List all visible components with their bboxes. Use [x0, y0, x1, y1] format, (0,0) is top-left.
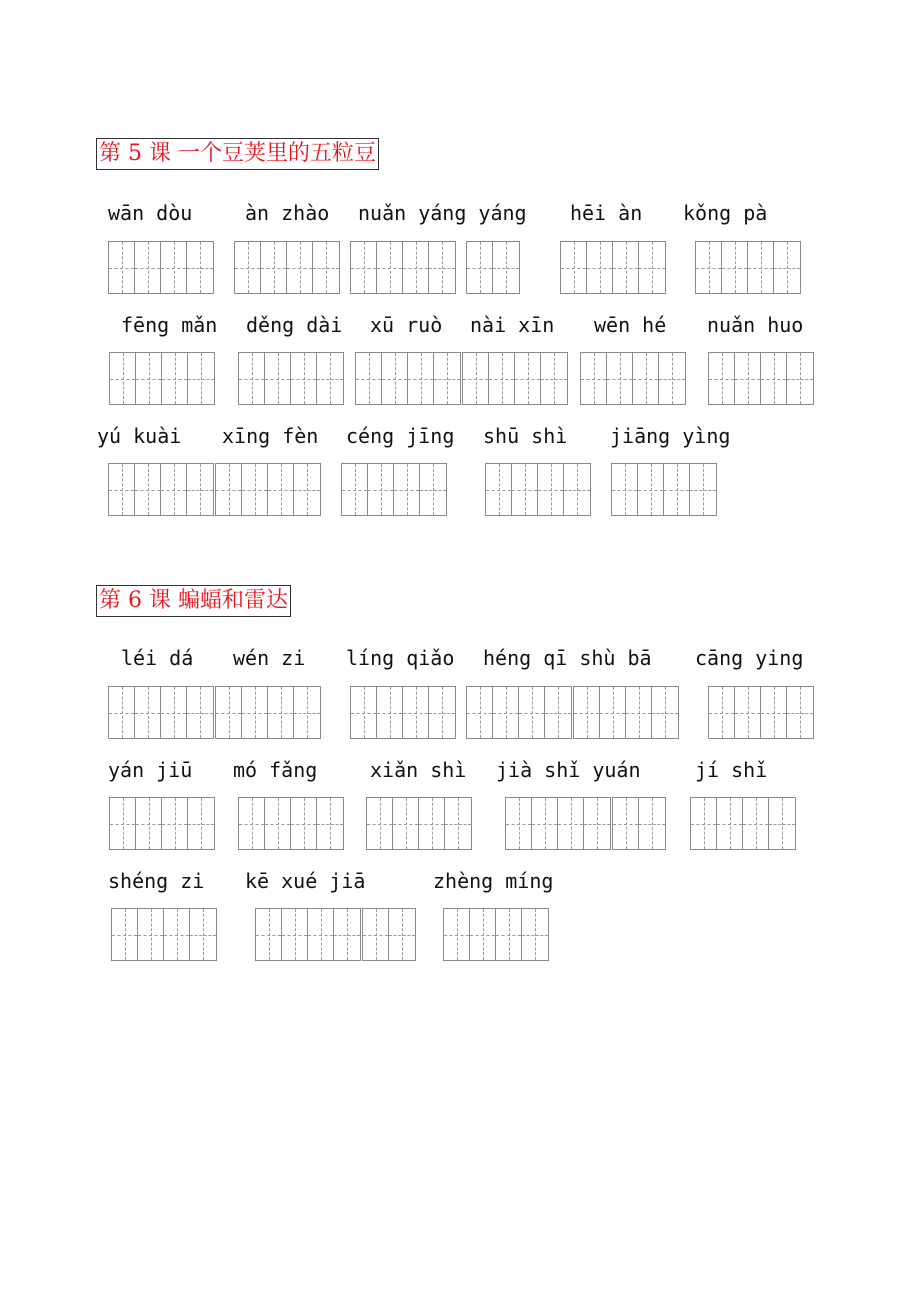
- pinyin-an-zhao: àn zhào: [245, 201, 330, 225]
- writing-grid[interactable]: [695, 241, 801, 294]
- lesson-6-title: 第 6 课 蝙蝠和雷达: [96, 585, 291, 617]
- writing-grid[interactable]: [350, 241, 456, 294]
- writing-grid[interactable]: [109, 352, 215, 405]
- writing-grid[interactable]: [108, 463, 214, 516]
- pinyin-ke-xue-jia: kē xué jiā: [245, 869, 366, 893]
- writing-grid[interactable]: [466, 241, 520, 294]
- writing-grid[interactable]: [111, 908, 217, 961]
- writing-grid[interactable]: [255, 908, 361, 961]
- writing-grid[interactable]: [708, 686, 814, 739]
- writing-grid[interactable]: [560, 241, 666, 294]
- writing-grid[interactable]: [238, 797, 344, 850]
- pinyin-ling-qiao: líng qiǎo: [346, 646, 455, 670]
- writing-grid[interactable]: [355, 352, 461, 405]
- writing-grid[interactable]: [485, 463, 591, 516]
- pinyin-lei-da: léi dá: [121, 646, 194, 670]
- pinyin-deng-dai: děng dài: [246, 313, 343, 337]
- pinyin-yu-kuai: yú kuài: [97, 424, 182, 448]
- writing-grid[interactable]: [108, 241, 214, 294]
- writing-grid[interactable]: [690, 797, 796, 850]
- pinyin-nai-xin: nài xīn: [470, 313, 555, 337]
- writing-grid[interactable]: [362, 908, 416, 961]
- pinyin-heng-qi-shu-ba: héng qī shù bā: [483, 646, 652, 670]
- pinyin-yan-jiu: yán jiū: [108, 758, 193, 782]
- pinyin-xian-shi: xiǎn shì: [370, 758, 467, 782]
- pinyin-wan-dou: wān dòu: [108, 201, 193, 225]
- pinyin-ji-shi: jí shǐ: [695, 758, 768, 782]
- writing-grid[interactable]: [108, 686, 214, 739]
- writing-grid[interactable]: [466, 686, 572, 739]
- writing-grid[interactable]: [580, 352, 686, 405]
- pinyin-mo-fang: mó fǎng: [233, 758, 318, 782]
- writing-grid[interactable]: [443, 908, 549, 961]
- pinyin-kong-pa: kǒng pà: [683, 201, 768, 225]
- lesson-5-title: 第 5 课 一个豆荚里的五粒豆: [96, 138, 379, 170]
- pinyin-zheng-ming: zhèng míng: [433, 869, 554, 893]
- writing-grid[interactable]: [350, 686, 456, 739]
- pinyin-xing-fen: xīng fèn: [222, 424, 319, 448]
- pinyin-jiang-ying: jiāng yìng: [610, 424, 731, 448]
- pinyin-nuan-huo: nuǎn huo: [707, 313, 804, 337]
- pinyin-nuan-yang-yang: nuǎn yáng yáng: [358, 201, 527, 225]
- writing-grid[interactable]: [612, 797, 666, 850]
- pinyin-wen-he: wēn hé: [594, 313, 667, 337]
- pinyin-xu-ruo: xū ruò: [370, 313, 443, 337]
- writing-grid[interactable]: [238, 352, 344, 405]
- writing-grid[interactable]: [341, 463, 447, 516]
- writing-grid[interactable]: [573, 686, 679, 739]
- writing-grid[interactable]: [505, 797, 611, 850]
- writing-grid[interactable]: [234, 241, 340, 294]
- writing-grid[interactable]: [109, 797, 215, 850]
- writing-grid[interactable]: [215, 463, 321, 516]
- pinyin-cang-ying: cāng ying: [695, 646, 804, 670]
- pinyin-feng-man: fēng mǎn: [121, 313, 218, 337]
- pinyin-sheng-zi: shéng zi: [108, 869, 205, 893]
- writing-grid[interactable]: [215, 686, 321, 739]
- writing-grid[interactable]: [611, 463, 717, 516]
- pinyin-wen-zi: wén zi: [233, 646, 306, 670]
- pinyin-jia-shi-yuan: jià shǐ yuán: [496, 758, 641, 782]
- writing-grid[interactable]: [708, 352, 814, 405]
- pinyin-ceng-jing: céng jīng: [346, 424, 455, 448]
- writing-grid[interactable]: [462, 352, 568, 405]
- writing-grid[interactable]: [366, 797, 472, 850]
- pinyin-shu-shi: shū shì: [483, 424, 568, 448]
- pinyin-hei-an: hēi àn: [570, 201, 643, 225]
